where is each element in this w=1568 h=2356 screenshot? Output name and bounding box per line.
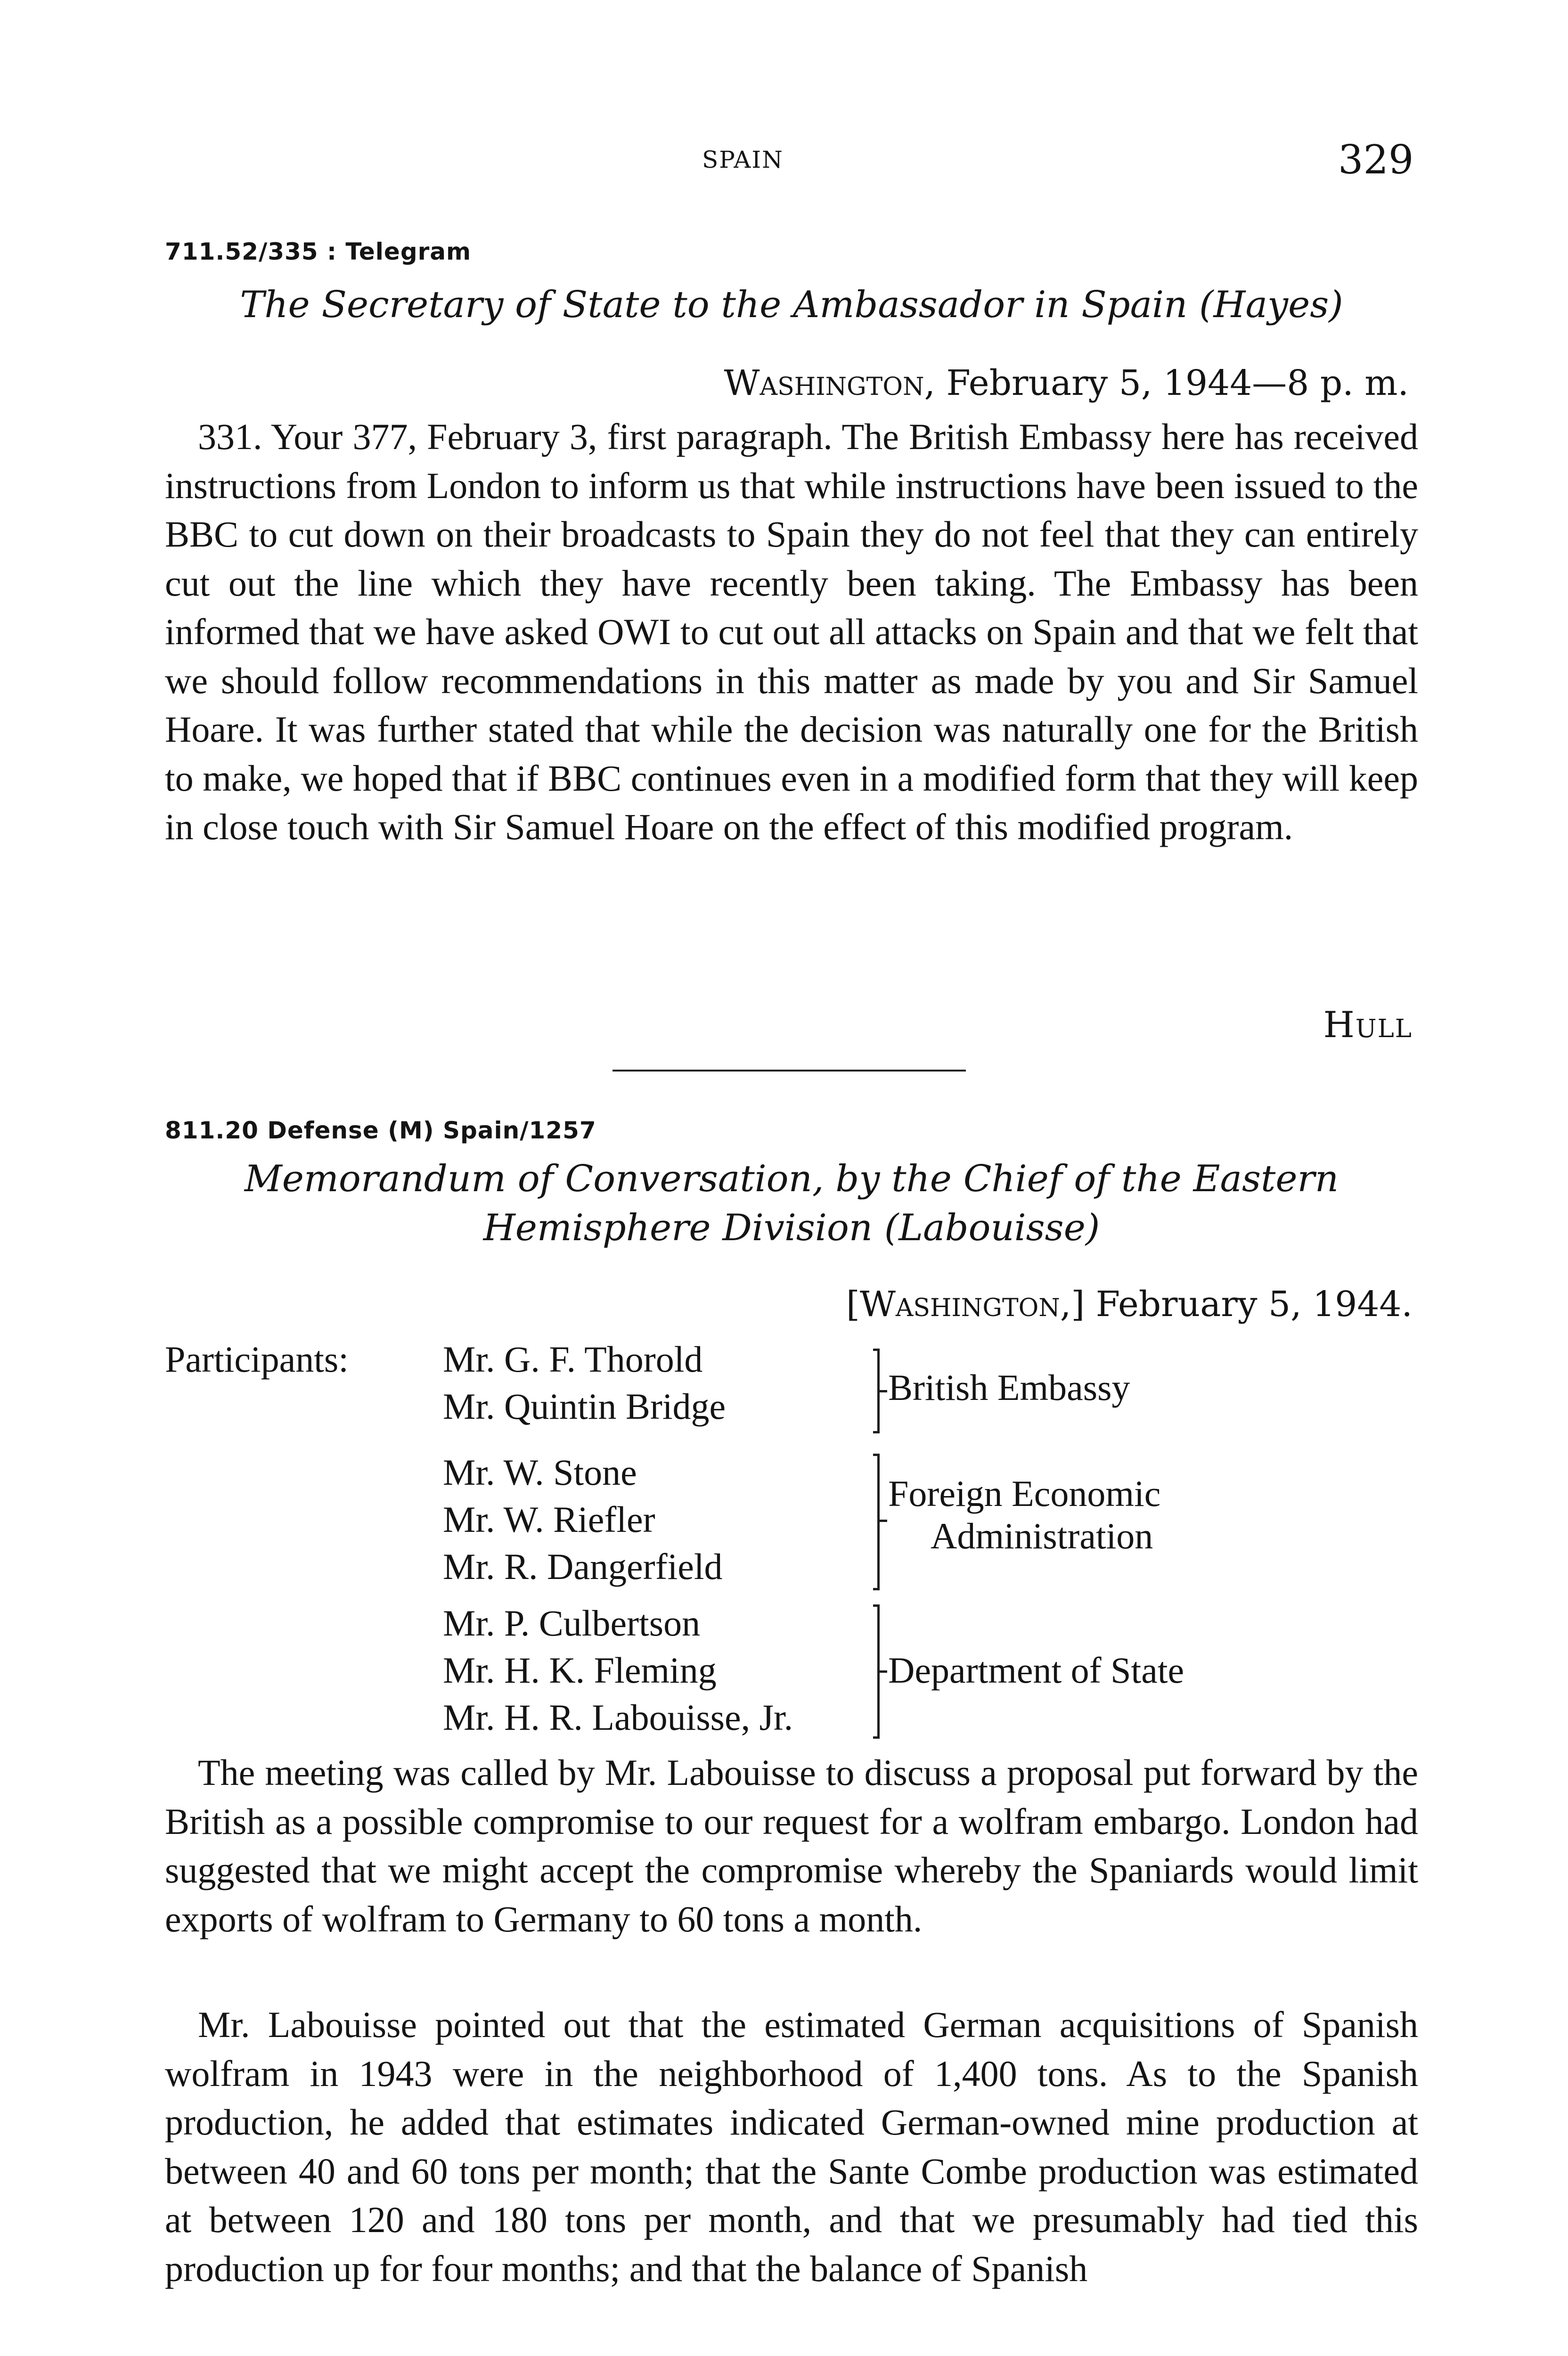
memorandum-heading-line-1: Memorandum of Conversation, by the Chief of the Eastern — [244, 1158, 1339, 1200]
memorandum-file-reference: 811.20 Defense (M) Spain/1257 — [165, 1117, 596, 1144]
running-head: SPAIN — [702, 146, 784, 173]
dateline-place: Washington — [859, 1284, 1060, 1325]
dateline-date: ,] February 5, 1944. — [1060, 1284, 1413, 1325]
group-label-foreign-economic-line-1: Foreign Economic — [888, 1473, 1161, 1514]
memorandum-paragraph-2: Mr. Labouisse pointed out that the estimated German acquisitions of Spanish wolfram in 1943 were in the neighborhood of 1,400 tons. As to the Spanish production, he added that estimates indicated German-owned mine production at between 40 and 60 tons per month; that the Sante Combe production was estimated at between 120 and 180 tons per month, and that we presumably had tied this production up for four months; and that the balance of Spanish — [165, 2004, 1418, 2289]
dateline-date: , February 5, 1944—8 p. m. — [924, 363, 1409, 403]
brace-foreign-economic-administration — [877, 1454, 880, 1590]
dateline-place: Washington — [724, 363, 924, 403]
group-label-foreign-economic-line-2: Administration — [931, 1515, 1153, 1556]
dateline-bracket: [ — [846, 1284, 860, 1325]
brace-british-embassy — [877, 1349, 880, 1433]
page-number: 329 — [1338, 137, 1414, 183]
telegram-heading: The Secretary of State to the Ambassador in Spain (Hayes) — [240, 284, 1343, 326]
participant-name: Mr. G. F. Thorold — [443, 1339, 703, 1380]
memorandum-heading-line-2: Hemisphere Division (Labouisse) — [483, 1207, 1100, 1249]
group-label-department-of-state: Department of State — [888, 1650, 1184, 1691]
telegram-file-reference: 711.52/335 : Telegram — [165, 238, 472, 265]
participants-label: Participants: — [165, 1339, 349, 1380]
participant-name: Mr. R. Dangerfield — [443, 1546, 723, 1587]
memorandum-dateline — [846, 1284, 1413, 1325]
participant-name: Mr. W. Stone — [443, 1452, 637, 1493]
participant-name: Mr. H. R. Labouisse, Jr. — [443, 1697, 793, 1738]
brace-department-of-state — [877, 1604, 880, 1739]
memorandum-paragraph-1: The meeting was called by Mr. Labouisse to discuss a proposal put forward by the British as a possible compromise to our request for a wolfram embargo. London had suggested that we might accept the compromise whereby the Spaniards would limit exports of wolfram to Germany to 60 tons a month. — [165, 1752, 1418, 1939]
group-label-british-embassy: British Embassy — [888, 1367, 1130, 1408]
participant-name: Mr. P. Culbertson — [443, 1603, 701, 1644]
memorandum-heading — [165, 1154, 1418, 1252]
telegram-body: 331. Your 377, February 3, first paragraph. The British Embassy here has received instructions from London to inform us that while instructions have been issued to the BBC to cut down on their broadcasts to Spain they do not feel that they can entirely cut out the line which they have recently been taking. The Embassy has been informed that we have asked OWI to cut out all attacks on Spain and that we felt that we should follow recommendations in this matter as made by you and Sir Samuel Hoare. It was further stated that while the decision was naturally one for the British to make, we hoped that if BBC continues even in a modified form that they will keep in close touch with Sir Samuel Hoare on the effect of this modified program. — [165, 416, 1418, 847]
telegram-dateline — [724, 363, 1409, 403]
section-divider — [612, 1070, 966, 1072]
participant-name: Mr. Quintin Bridge — [443, 1386, 726, 1427]
participant-name: Mr. W. Riefler — [443, 1499, 655, 1540]
telegram-signature: Hull — [1323, 1004, 1413, 1046]
participant-name: Mr. H. K. Fleming — [443, 1650, 717, 1691]
